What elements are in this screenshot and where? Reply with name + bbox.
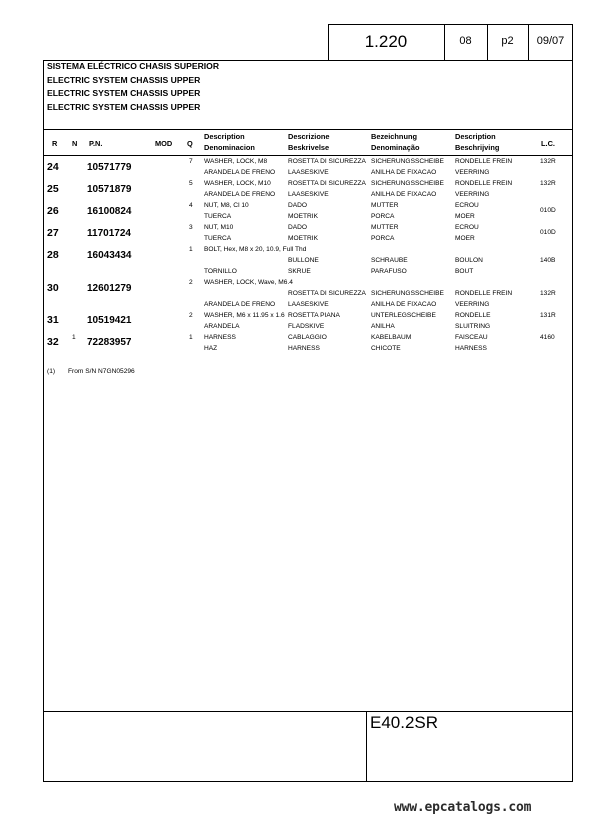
desc-en: WASHER, LOCK, Wave, M6.4 [204,279,293,286]
col-header-lc: L.C. [541,139,555,148]
desc-de: UNTERLEGSCHEIBE [371,312,436,319]
revision-date: 09/07 [536,35,565,47]
desc-nl: SLUITRING [455,323,491,330]
page-number: p2 [501,35,514,47]
desc-nl: MOER [455,213,475,220]
desc-da: LAASESKIVE [288,191,329,198]
row-ref: 27 [47,227,59,239]
part-number: 11701724 [87,228,131,239]
desc-es: ARANDELA DE FRENO [204,191,276,198]
desc-en: NUT, M10 [204,224,234,231]
quantity: 1 [189,246,193,253]
col-header-q: Q [187,139,193,148]
model-code: E40.2SR [370,713,439,732]
desc-en: BOLT, Hex, M8 x 20, 10.9, Full Thd [204,246,307,253]
desc-es: ARANDELA DE FRENO [204,169,276,176]
row-ref: 25 [47,183,59,195]
watermark-url: www.epcatalogs.com [394,800,532,815]
section-title: SISTEMA ELÉCTRICO CHASIS SUPERIOR [47,61,220,71]
desc-pt: ANILHA [371,323,395,330]
footer-separator [43,711,573,712]
quantity: 5 [189,180,193,187]
desc-fr: ECROU [455,224,479,231]
col-header-desc-da: Beskrivelse [288,143,330,152]
col-header-desc-en: Description [204,132,245,141]
desc-fr: ECROU [455,202,479,209]
row-ref: 28 [47,249,59,261]
footnote-text: From S/N N7GN05296 [68,368,135,375]
desc-nl: VEERRING [455,191,490,198]
quantity: 7 [189,158,193,165]
page-code: 1.220 [364,32,408,51]
desc-en: WASHER, M6 x 11.95 x 1.6 [204,312,285,319]
section-title: ELECTRIC SYSTEM CHASSIS UPPER [47,75,201,85]
desc-fr: RONDELLE FREIN [455,290,513,297]
desc-es: HAZ [204,345,218,352]
row-ref: 30 [47,282,59,294]
col-header-desc-de: Bezeichnung [371,132,417,141]
col-header-desc-nl: Beschrijving [455,143,500,152]
desc-es: ARANDELA DE FRENO [204,301,276,308]
section-title: ELECTRIC SYSTEM CHASSIS UPPER [47,88,201,98]
desc-fr: RONDELLE [455,312,491,319]
desc-pt: CHICOTE [371,345,401,352]
desc-es: ARANDELA [204,323,240,330]
desc-fr: RONDELLE FREIN [455,180,513,187]
desc-pt: ANILHA DE FIXACAO [371,191,437,198]
desc-da: MOETRIK [288,235,319,242]
desc-it: CABLAGGIO [288,334,327,341]
part-number: 10571779 [87,162,132,173]
desc-da: MOETRIK [288,213,319,220]
col-header-r: R [52,139,58,148]
location-code: 140B [540,257,556,264]
quantity: 1 [189,334,193,341]
col-header-desc-pt: Denominação [371,143,420,152]
location-code: 132R [540,290,556,297]
part-number: 12601279 [87,283,132,294]
col-header-pn: P.N. [89,139,103,148]
desc-da: SKRUE [288,268,311,275]
row-ref: 24 [47,161,59,173]
desc-fr: FAISCEAU [455,334,488,341]
desc-nl: MOER [455,235,475,242]
desc-de: SICHERUNGSSCHEIBE [371,290,444,297]
title-separator [43,129,573,130]
footnote-mark: (1) [47,368,56,375]
quantity: 2 [189,312,193,319]
row-ref: 26 [47,205,59,217]
desc-pt: PORCA [371,235,395,242]
location-code: 010D [540,207,556,214]
desc-de: SICHERUNGSSCHEIBE [371,180,444,187]
desc-fr: BOULON [455,257,483,264]
desc-nl: BOUT [455,268,474,275]
quantity: 3 [189,224,193,231]
desc-fr: RONDELLE FREIN [455,158,513,165]
desc-it: ROSETTA DI SICUREZZA [288,180,366,187]
footer-divider [366,711,367,782]
col-header-desc-es: Denominacion [204,143,255,152]
desc-en: HARNESS [204,334,236,341]
part-number: 16100824 [87,206,132,217]
desc-da: LAASESKIVE [288,169,329,176]
desc-nl: VEERRING [455,169,490,176]
desc-en: WASHER, LOCK, M8 [204,158,268,165]
desc-pt: ANILHA DE FIXACAO [371,301,437,308]
col-header-desc-it: Descrizione [288,132,330,141]
sheet-number: 08 [459,35,472,47]
desc-nl: VEERRING [455,301,490,308]
quantity: 2 [189,279,193,286]
desc-it: ROSETTA PIANA [288,312,340,319]
desc-pt: PARAFUSO [371,268,407,275]
section-title: ELECTRIC SYSTEM CHASSIS UPPER [47,102,201,112]
desc-it: DADO [288,224,308,231]
part-number: 10571879 [87,184,132,195]
row-ref: 32 [47,336,59,348]
desc-es: TUERCA [204,213,232,220]
desc-it: DADO [288,202,308,209]
desc-de: MUTTER [371,224,399,231]
desc-en: WASHER, LOCK, M10 [204,180,271,187]
desc-da: LAASESKIVE [288,301,329,308]
desc-de: MUTTER [371,202,399,209]
desc-es: TORNILLO [204,268,237,275]
part-number: 16043434 [87,250,132,261]
desc-nl: HARNESS [455,345,487,352]
col-header-n: N [72,139,78,148]
desc-es: TUERCA [204,235,232,242]
desc-it: ROSETTA DI SICUREZZA [288,290,366,297]
location-code: 132R [540,158,556,165]
location-code: 4160 [540,334,555,341]
desc-pt: ANILHA DE FIXACAO [371,169,437,176]
desc-da: FLADSKIVE [288,323,325,330]
desc-it: ROSETTA DI SICUREZZA [288,158,366,165]
desc-en: NUT, M8, Cl 10 [204,202,249,209]
desc-pt: PORCA [371,213,395,220]
col-header-mod: MOD [155,139,173,148]
part-number: 10519421 [87,315,132,326]
quantity: 4 [189,202,193,209]
footnote-ref: 1 [72,334,76,341]
desc-de: KABELBAUM [371,334,412,341]
desc-de: SICHERUNGSSCHEIBE [371,158,444,165]
location-code: 132R [540,180,556,187]
location-code: 131R [540,312,556,319]
row-ref: 31 [47,314,59,326]
desc-it: BULLONE [288,257,319,264]
desc-da: HARNESS [288,345,320,352]
desc-de: SCHRAUBE [371,257,408,264]
location-code: 010D [540,229,556,236]
col-header-desc-fr: Description [455,132,496,141]
part-number: 72283957 [87,337,132,348]
